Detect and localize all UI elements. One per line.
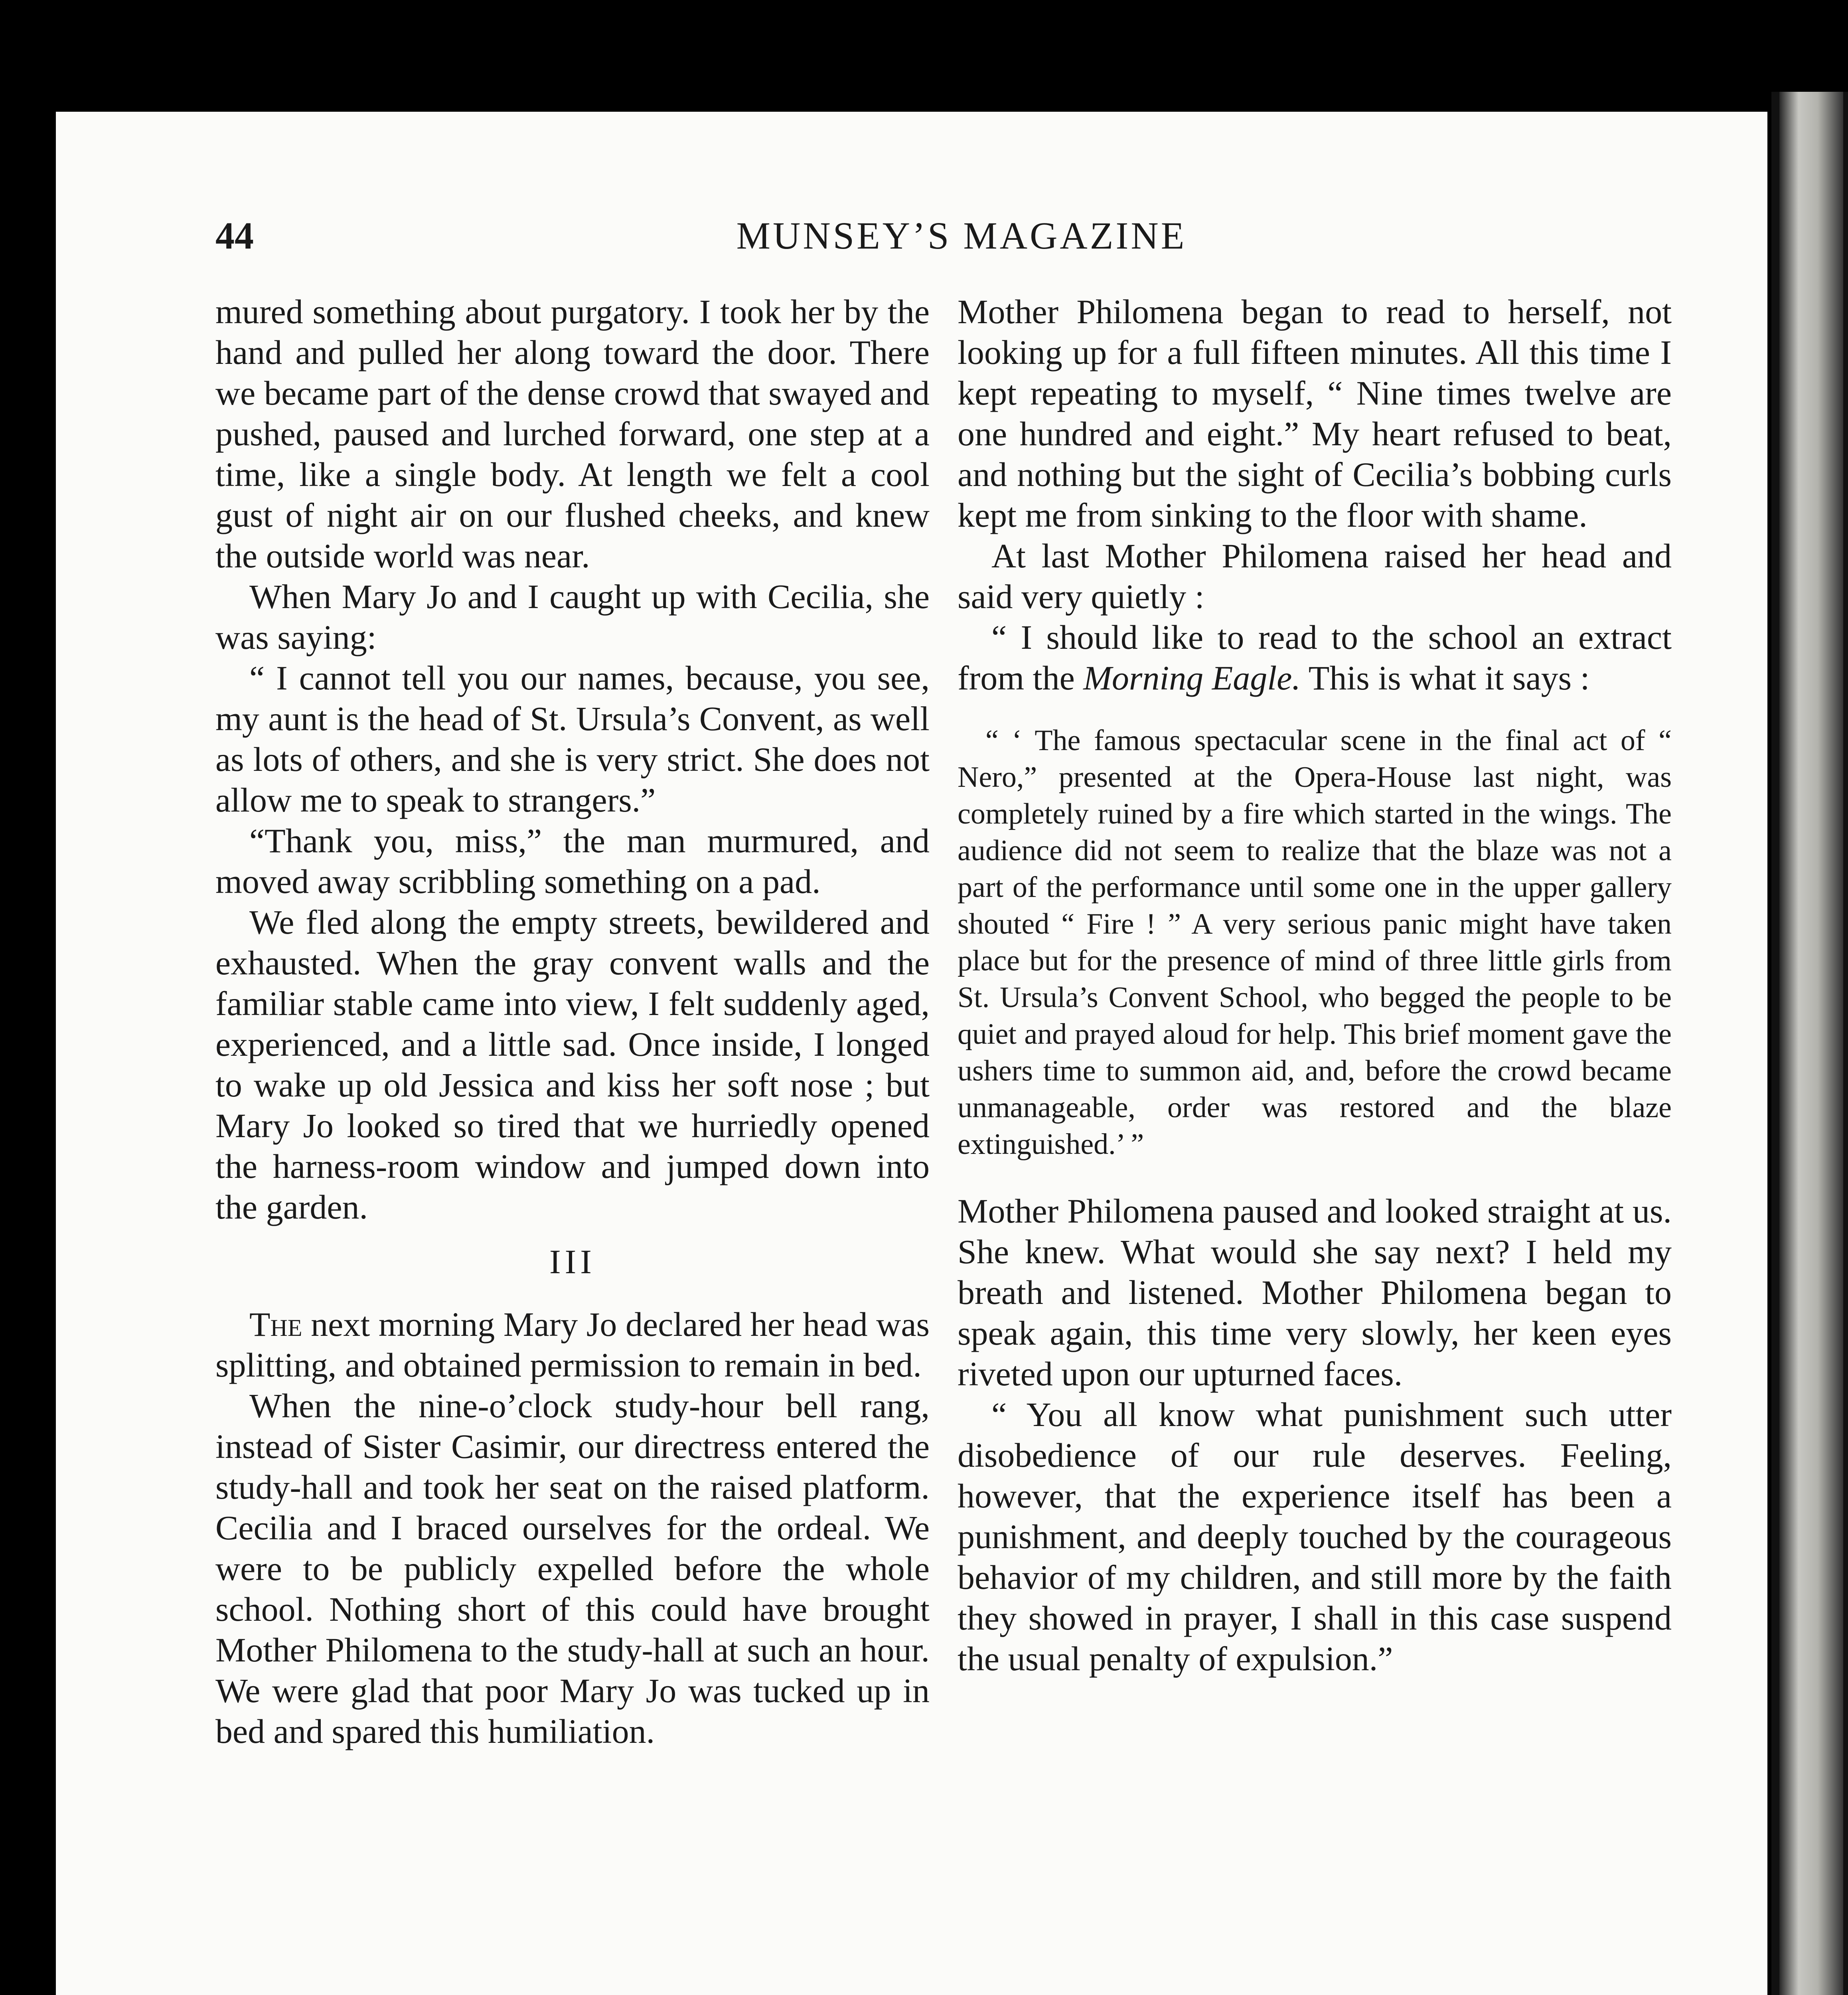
paragraph: When Mary Jo and I caught up with Cecilia, she was saying: [215,577,930,656]
left-column [215,291,930,1752]
paragraph: At last Mother Philomena raised her head and said very quietly : [958,537,1672,616]
paragraph-text: next morning Mary Jo declared her head was splitting, and obtained permission to remain in bed. [215,1305,930,1384]
paragraph-lead-word: The [249,1305,302,1343]
section-heading: III [549,1242,596,1281]
magazine-page [56,112,1767,1995]
paragraph: We fled along the empty streets, bewildered and exhausted. When the gray convent walls and the familiar stable came into view, I felt suddenly aged, experienced, and a little sad. Once inside, I longed to wake up old Jessica and kiss her soft nose ; but Mary Jo looked so tired that we hurriedly opened the harness-room window and jumped down into the garden. [215,903,930,1226]
paragraph: Mother Philomena paused and looked straight at us. She knew. What would she say next? I held my breath and listened. Mother Philomena began to speak again, this time very slowly, her keen eyes riveted upon our upturned faces. [958,1192,1672,1393]
paragraph-text: “ I should like to read to the school an extract from the [958,618,1672,697]
adjacent-page-edge [1771,92,1848,1995]
paragraph [215,1304,930,1385]
newspaper-extract: “ ‘ The famous spectacular scene in the final act of “ Nero,” presented at the Opera-House last night, was completely ruined by a fire which started in the wings. The audience did not seem to realize that the blaze was not a part of the performance until some one in the upper gallery shouted “ Fire ! ” A very serious panic might have taken place but for the presence of mind of three little girls from St. Ursula’s Convent School, who begged the people to be quiet and prayed aloud for help. This brief moment gave the ushers time to summon aid, and, before the crowd became unmanageable, order was restored and the blaze extinguished.’ ” [958,724,1672,1161]
paragraph: mured something about purgatory. I took her by the hand and pulled her along toward the door. There we became part of the dense crowd that swayed and pushed, paused and lurched forward, one step at a time, like a single body. At length we felt a cool gust of night air on our flushed cheeks, and knew the outside world was near. [215,292,930,575]
magazine-title: MUNSEY’S MAGAZINE [736,214,1187,257]
newspaper-name: Morning Eagle. [1083,659,1301,697]
paragraph: “ I cannot tell you our names, because, you see, my aunt is the head of St. Ursula’s Convent, as well as lots of others, and she is very strict. She does not allow me to speak to strangers.” [215,659,930,819]
adjacent-page-leaf [1779,92,1843,1995]
page-number: 44 [215,214,254,257]
paragraph: “Thank you, miss,” the man murmured, and moved away scribbling something on a pad. [215,822,930,901]
right-column [958,291,1672,1679]
paragraph [958,617,1672,698]
paragraph: Mother Philomena began to read to herself, not looking up for a full fifteen minutes. All this time I kept repeating to myself, “ Nine times twelve are one hundred and eight.” My heart refused to beat, and nothing but the sight of Cecilia’s bobbing curls kept me from sinking to the floor with shame. [958,292,1672,534]
paragraph-text: This is what it says : [1300,659,1590,697]
page-header [215,213,1708,273]
paragraph: When the nine-o’clock study-hour bell rang, instead of Sister Casimir, our directress entered the study-hall and took her seat on the raised platform. Cecilia and I braced ourselves for the ordeal. We were to be publicly expelled before the whole school. Nothing short of this could have brought Mother Philomena to the study-hall at such an hour. We were glad that poor Mary Jo was tucked up in bed and spared this humiliation. [215,1387,930,1750]
paragraph: “ You all know what punishment such utter disobedience of our rule deserves. Feeling, however, that the experience itself has been a punishment, and deeply touched by the courageous behavior of my children, and still more by the faith they showed in prayer, I shall in this case suspend the usual penalty of expulsion.” [958,1395,1672,1678]
